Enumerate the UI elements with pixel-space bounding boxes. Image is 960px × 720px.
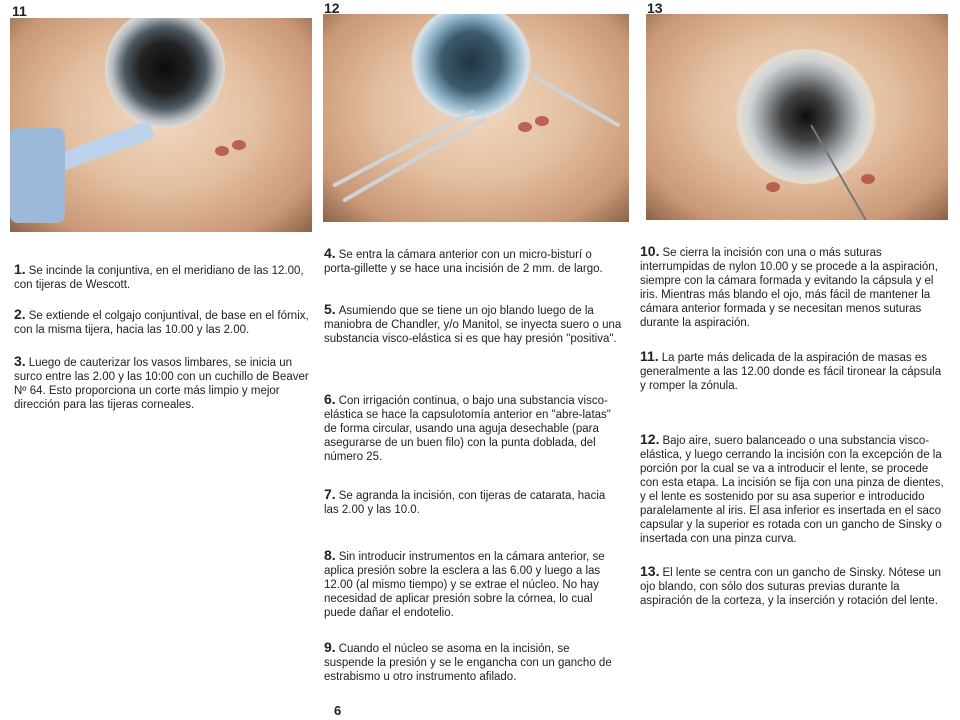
eye-image xyxy=(736,49,876,184)
figure-number: 13 xyxy=(647,0,663,16)
step-5: 5. Asumiendo que se tiene un ojo blando luego de la maniobra de Chandler, y/o Manitol, se inyecta suero o una substancia visco-elástica si es que hay presión "positiva". xyxy=(324,301,622,345)
step-11: 11. La parte más delicada de la aspiración de masas es generalmente a las 12.00 donde es fácil tironear la cápsula y romper la zónula. xyxy=(640,348,942,392)
forceps-tool xyxy=(342,117,487,203)
vessel-mark xyxy=(232,140,246,150)
step-13: 13. El lente se centra con un gancho de Sinsky. Nótese un ojo blando, con sólo dos suturas previas durante la aspiración de la corteza, y la inserción y rotación del lente. xyxy=(640,563,941,607)
step-12: 12. Bajo aire, suero balanceado o una substancia visco-elástica, y luego cerrando la incisión con la excepción de la porción por la cual se va a introducir el lente, se procede con esta etapa. La incisión se fija con una pinza de dientes, y el lente es sostenido por su asa superior e introducido paralelamente al iris. El asa inferior es insertada en el saco capsular y la superior es rotada con un gancho de Sinsky o insertada con una pinza curva. xyxy=(640,431,944,545)
figure-number: 12 xyxy=(324,0,340,16)
step-9: 9. Cuando el núcleo se asoma en la incisión, se suspende la presión y se le engancha con un gancho de estrabismo u otro instrumento afilado. xyxy=(324,639,612,683)
step-2: 2. Se extiende el colgajo conjuntival, de base en el fórnix, con la misma tijera, hacia las 10.00 y las 2.00. xyxy=(14,306,309,336)
step-3: 3. Luego de cauterizar los vasos limbares, se inicia un surco entre las 2.00 y las 10:00 con un cuchillo de Beaver Nº 64. Esto proporciona un corte más limpio y mejor dirección para las tijeras corneales. xyxy=(14,353,309,411)
vessel-mark xyxy=(518,122,532,132)
vessel-mark xyxy=(766,182,780,192)
step-1: 1. Se incinde la conjuntiva, en el meridiano de las 12.00, con tijeras de Wescott. xyxy=(14,261,304,291)
figure-12-photo xyxy=(323,14,629,222)
step-4: 4. Se entra la cámara anterior con un micro-bisturí o porta-gillette y se hace una incisión de 2 mm. de largo. xyxy=(324,245,603,275)
eye-image xyxy=(411,14,531,119)
step-10: 10. Se cierra la incisión con una o más suturas interrumpidas de nylon 10.00 y se procede a la aspiración, siempre con la cámara formada y evitando la cápsula y el iris. Mientras más blando el ojo, más fácil de mantener la cámara anterior formada y se necesitan menos suturas durante la aspiración. xyxy=(640,243,938,329)
step-7: 7. Se agranda la incisión, con tijeras de catarata, hacia las 2.00 y las 10.0. xyxy=(324,486,606,516)
eye-image xyxy=(105,18,225,128)
vessel-mark xyxy=(535,116,549,126)
cautery-handle xyxy=(10,128,65,223)
figure-13-photo xyxy=(646,14,948,220)
forceps-tool xyxy=(332,109,475,188)
figure-11-photo xyxy=(10,18,312,232)
step-6: 6. Con irrigación continua, o bajo una substancia visco-elástica se hace la capsulotomía anterior en "abre-latas" de forma circular, usando una aguja desechable (para asegurarse de un buen filo) con la punta doblada, del número 25. xyxy=(324,391,611,463)
vessel-mark xyxy=(861,174,875,184)
step-8: 8. Sin introducir instrumentos en la cámara anterior, se aplica presión sobre la esclera a las 6.00 y luego a las 12.00 (al mismo tiempo) y se extrae el núcleo. No hay necesidad de aplicar presión sobre la córnea, lo cual puede dañar el endotelio. xyxy=(324,547,605,619)
vessel-mark xyxy=(215,146,229,156)
page-fragment: 6 xyxy=(334,703,342,718)
figure-number: 11 xyxy=(12,3,27,19)
